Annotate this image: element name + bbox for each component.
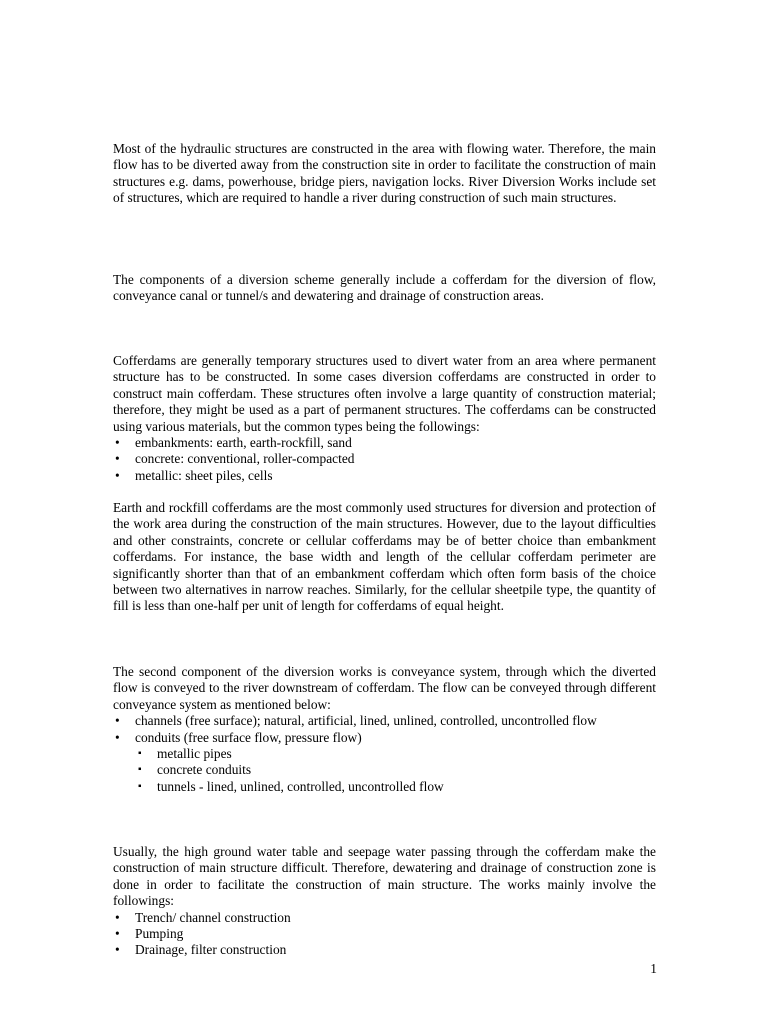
conduit-subtypes-list [113,746,656,795]
dewatering-paragraph: Usually, the high ground water table and seepage water passing through the cofferdam make the construction of main structure difficult. Therefore, dewatering and drainage of construction zone is done in order to facilitate the construction of main structure. The works mainly involve the followings: [113,844,656,909]
dewatering-works-list [113,910,656,959]
list-item: • Trench/ channel construction [113,910,656,926]
list-item: ▪ tunnels - lined, unlined, controlled, uncontrolled flow [113,779,656,795]
page-number: 1 [650,961,657,976]
components-paragraph: The components of a diversion scheme generally include a cofferdam for the diversion of flow, conveyance canal or tunnel/s and dewatering and drainage of construction areas. [113,272,656,304]
conveyance-section [113,664,656,795]
list-item: • concrete: conventional, roller-compacted [113,451,656,467]
list-item: • Pumping [113,926,656,942]
cofferdam-types-list [113,435,656,484]
cofferdams-paragraph: Cofferdams are generally temporary structures used to divert water from an area where permanent structure has to be constructed. In some cases diversion cofferdams are constructed in order to construct main cofferdam. These structures often involve a large quantity of construction material; therefore, they might be used as a part of permanent structures. The cofferdams can be constructed using various materials, but the common types being the followings: [113,353,656,434]
list-item: ▪ concrete conduits [113,762,656,778]
list-item: • embankments: earth, earth-rockfill, sand [113,435,656,451]
intro-paragraph: Most of the hydraulic structures are constructed in the area with flowing water. Therefore, the main flow has to be diverted away from the construction site in order to facilitate the construction of main structures e.g. dams, powerhouse, bridge piers, navigation locks. River Diversion Works include set of structures, which are required to handle a river during construction of such main structures. [113,141,656,206]
list-item: • Drainage, filter construction [113,942,656,958]
list-item: ▪ metallic pipes [113,746,656,762]
list-item: • metallic: sheet piles, cells [113,468,656,484]
earth-rockfill-paragraph: Earth and rockfill cofferdams are the most commonly used structures for diversion and protection of the work area during the construction of the main structures. However, due to the layout difficulties and other constraints, concrete or cellular cofferdams may be of better choice than embankment cofferdams. For instance, the base width and length of the cellular cofferdam perimeter are significantly shorter than that of an embankment cofferdam which often form basis of the choice between two alternatives in narrow reaches. Similarly, for the cellular sheetpile type, the quantity of fill is less than one-half per unit of length for cofferdams of equal height. [113,500,656,614]
list-item: • conduits (free surface flow, pressure flow) [113,730,656,746]
conveyance-types-list [113,713,656,746]
cofferdams-section [113,353,656,484]
conveyance-paragraph: The second component of the diversion works is conveyance system, through which the diverted flow is conveyed to the river downstream of cofferdam. The flow can be conveyed through different conveyance system as mentioned below: [113,664,656,712]
list-item: • channels (free surface); natural, artificial, lined, unlined, controlled, uncontrolled flow [113,713,656,729]
dewatering-section [113,844,656,959]
